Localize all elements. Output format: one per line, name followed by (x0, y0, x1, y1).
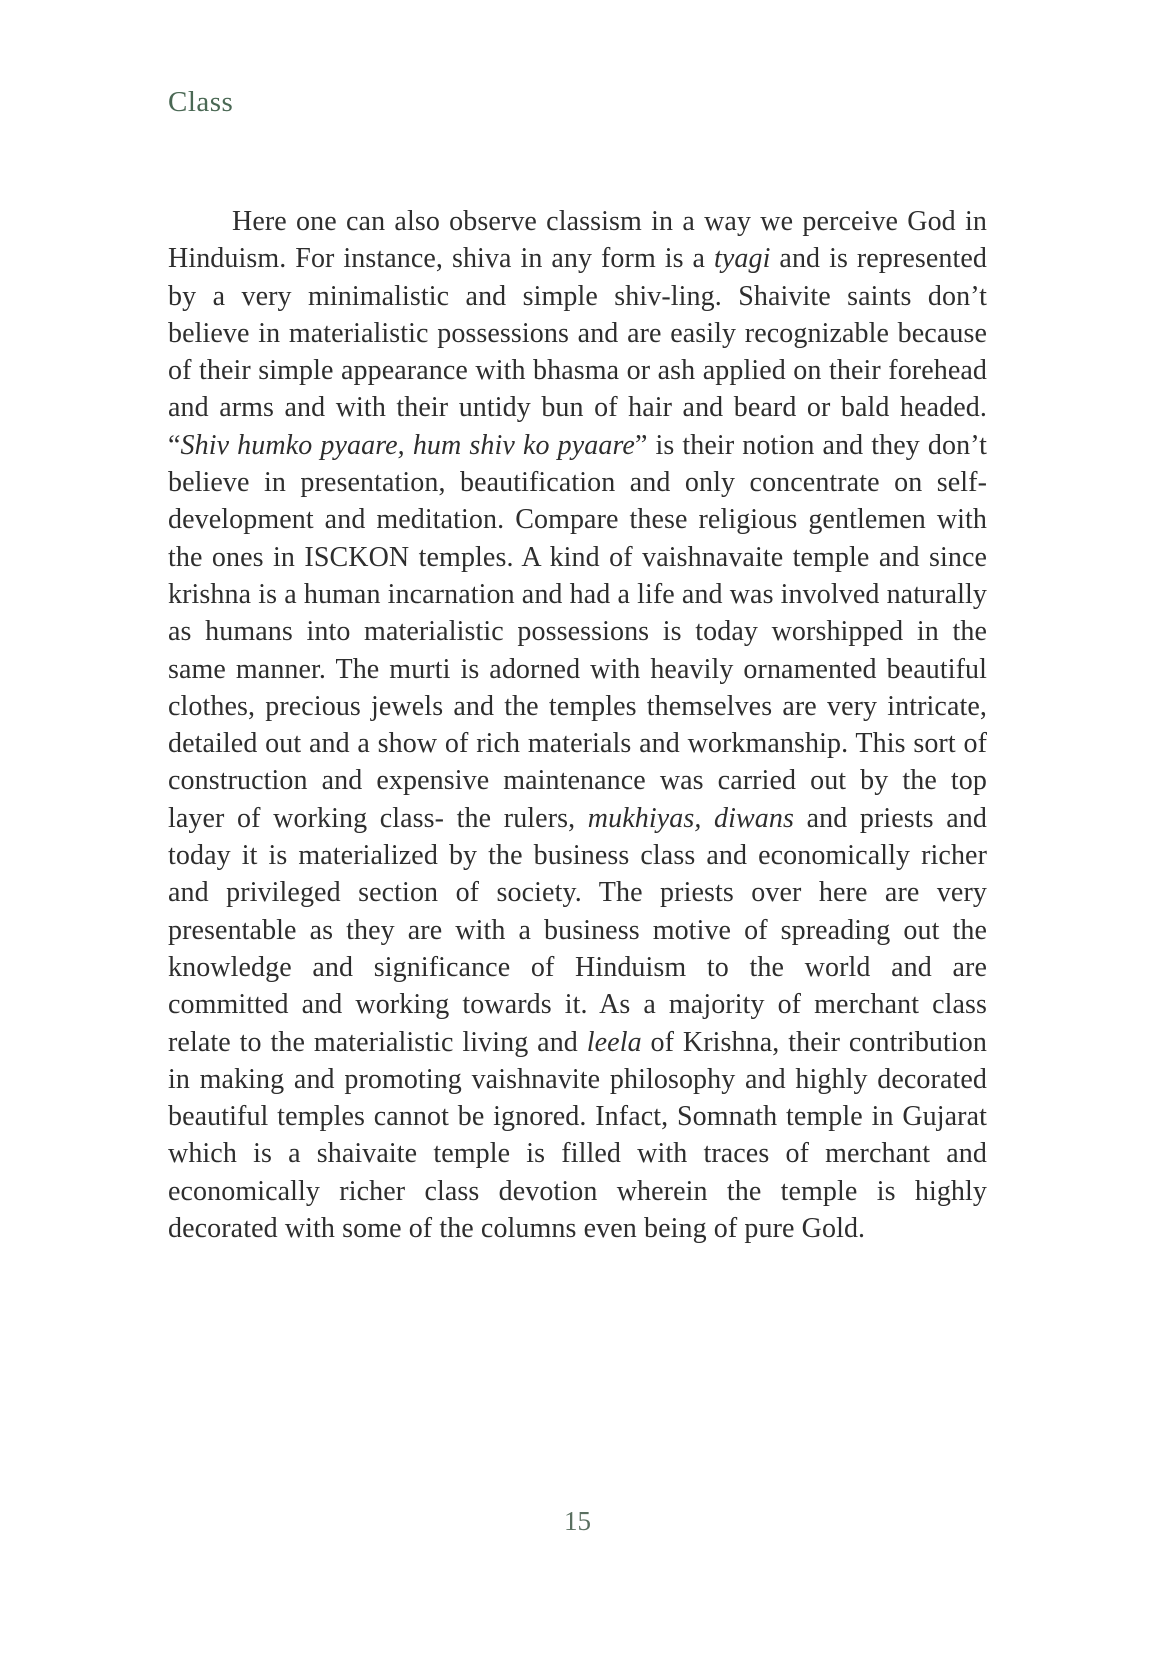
italic-text-segment: mukhiyas, diwans (587, 802, 794, 834)
text-segment: of Krishna, their contribution in making and promoting vaishnavite philosophy and highly decorated beautiful temples cannot be ignored. Infact, Somnath temple in Gujarat which is a shaivaite temple is filled with traces of merchant and economically richer class devotion wherein the temple is highly decorated with some of the columns even being of pure Gold. (168, 1026, 987, 1245)
text-segment: and priests and today it is materialized by the business class and economically richer and privileged section of society. The priests over here are very presentable as they are with a business motive of spreading out the knowledge and significance of Hinduism to the world and are committed and working towards it. As a majority of merchant class relate to the materialistic living and (168, 802, 987, 1058)
page-number: 15 (564, 1506, 591, 1536)
chapter-header: Class (168, 86, 234, 118)
italic-text-segment: Shiv humko pyaare, hum shiv ko pyaare (180, 429, 635, 461)
italic-text-segment: tyagi (714, 243, 771, 275)
body-paragraph (168, 203, 987, 1247)
italic-text-segment: leela (586, 1026, 642, 1058)
text-segment: ” is their notion and they don’t believe in presentation, beautification and only concentrate on self-development and meditation. Compare these religious gentlemen with the ones in ISCKON temples. A kind of vaishnavaite temple and since krishna is a human incarnation and had a life and was involved naturally as humans into materialistic possessions is today worshipped in the same manner. The murti is adorned with heavily ornamented beautiful clothes, precious jewels and the temples themselves are very intricate, detailed out and a show of rich materials and workmanship. This sort of construction and expensive maintenance was carried out by the top layer of working class- the rulers, (168, 429, 988, 834)
text-segment: Here one can also observe classism in a way we perceive God in Hinduism. For instance, shiva in any form is a (168, 206, 987, 275)
text-segment: and is represented by a very minimalistic and simple shiv-ling. Shaivite saints don’t believe in materialistic possessions and are easily recognizable because of their simple appearance with bhasma or ash applied on their forehead and arms and with their untidy bun of hair and beard or bald headed. “ (168, 243, 987, 461)
